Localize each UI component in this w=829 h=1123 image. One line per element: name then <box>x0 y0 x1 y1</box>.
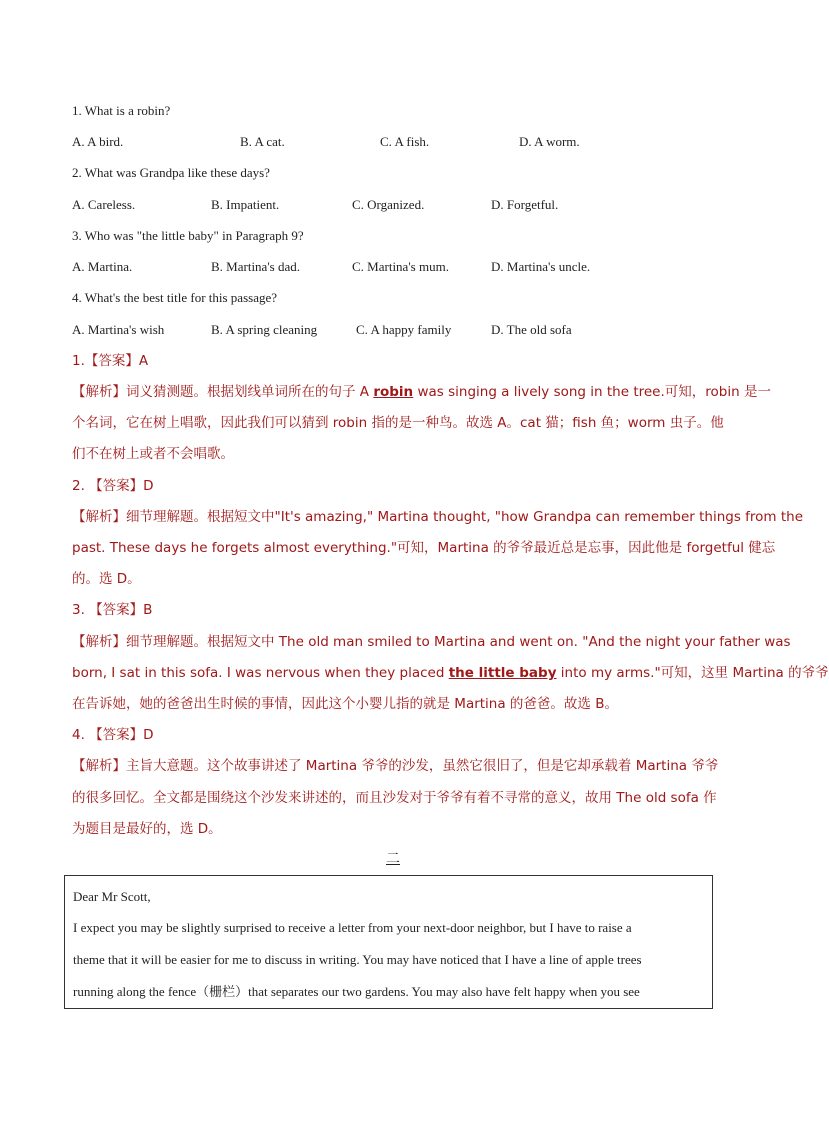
q4-option-a: A. Martina's wish <box>72 322 165 337</box>
answer-1-analysis-line-1 <box>72 383 771 401</box>
q1-option-a: A. A bird. <box>72 134 124 149</box>
question-3: 3. Who was "the little baby" in Paragraph 9? <box>72 228 304 243</box>
q3-option-b: B. Martina's dad. <box>211 259 300 274</box>
q1-option-d: D. A worm. <box>519 134 580 149</box>
letter-line-2: I expect you may be slightly surprised to receive a letter from your next-door neighbor, but I have to raise a <box>73 920 632 935</box>
answer-2-analysis-line-2: past. These days he forgets almost everything."可知，Martina 的爷爷最近总是忘事，因此他是 forgetful 健忘 <box>72 540 776 556</box>
q1-option-b: B. A cat. <box>240 134 285 149</box>
answer-4-analysis-line-2: 的很多回忆。全文都是围绕这个沙发来讲述的，而且沙发对于爷爷有着不寻常的意义，故用 The old sofa 作 <box>72 790 717 806</box>
answer-3-analysis-line-2 <box>72 664 829 682</box>
answer-1-analysis-line-3: 们不在树上或者不会唱歌。 <box>72 446 234 462</box>
answer-3-analysis-line-3: 在告诉她，她的爸爸出生时候的事情，因此这个小婴儿指的就是 Martina 的爸爸。故选 B。 <box>72 696 618 712</box>
answer-4-analysis-line-1: 【解析】主旨大意题。这个故事讲述了 Martina 爷爷的沙发，虽然它很旧了，但是它却承载着 Martina 爷爷 <box>72 758 719 774</box>
q2-option-d: D. Forgetful. <box>491 197 559 212</box>
answer-3-label: 3. 【答案】B <box>72 602 153 618</box>
question-1: 1. What is a robin? <box>72 103 171 118</box>
analysis-text: into my arms."可知，这里 Martina 的爷爷 <box>556 665 829 681</box>
q3-option-d: D. Martina's uncle. <box>491 259 591 274</box>
q2-option-b: B. Impatient. <box>211 197 280 212</box>
answer-4-analysis-line-3: 为题目是最好的，选 D。 <box>72 821 222 837</box>
letter-line-4: running along the fence（栅栏）that separates our two gardens. You may also have felt happy when you see <box>73 984 640 999</box>
q2-option-a: A. Careless. <box>72 197 136 212</box>
answer-2-analysis-line-3: 的。选 D。 <box>72 571 141 587</box>
underlined-word: robin <box>373 384 414 400</box>
letter-line-1: Dear Mr Scott, <box>73 889 151 904</box>
analysis-text: 【解析】词义猜测题。根据划线单词所在的句子 A <box>72 384 374 400</box>
letter-line-3: theme that it will be easier for me to discuss in writing. You may have noticed that I have a line of apple trees <box>73 952 642 967</box>
analysis-text: born, I sat in this sofa. I was nervous when they placed <box>72 665 449 681</box>
answer-2-label: 2. 【答案】D <box>72 478 154 494</box>
underlined-phrase: the little baby <box>448 665 557 681</box>
question-2: 2. What was Grandpa like these days? <box>72 165 270 180</box>
letter-box <box>64 875 713 1009</box>
q4-option-b: B. A spring cleaning <box>211 322 318 337</box>
q4-option-c: C. A happy family <box>356 322 452 337</box>
answer-4-label: 4. 【答案】D <box>72 727 154 743</box>
q3-option-c: C. Martina's mum. <box>352 259 449 274</box>
answer-1-analysis-line-2: 个名词，它在树上唱歌，因此我们可以猜到 robin 指的是一种鸟。故选 A。cat 猫；fish 鱼；worm 虫子。他 <box>72 415 724 431</box>
answer-3-analysis-line-1: 【解析】细节理解题。根据短文中 The old man smiled to Martina and went on. "And the night your father was <box>72 634 791 650</box>
answer-2-analysis-line-1: 【解析】细节理解题。根据短文中"It's amazing," Martina thought, "how Grandpa can remember things from the <box>72 509 804 525</box>
q3-option-a: A. Martina. <box>72 259 133 274</box>
answer-1-label: 1.【答案】A <box>72 353 149 369</box>
q1-option-c: C. A fish. <box>380 134 430 149</box>
q2-option-c: C. Organized. <box>352 197 425 212</box>
question-4: 4. What's the best title for this passage? <box>72 290 277 305</box>
q4-option-d: D. The old sofa <box>491 322 572 337</box>
section-header: 二 <box>386 851 400 867</box>
analysis-text: was singing a lively song in the tree.可知，robin 是一 <box>413 384 771 400</box>
